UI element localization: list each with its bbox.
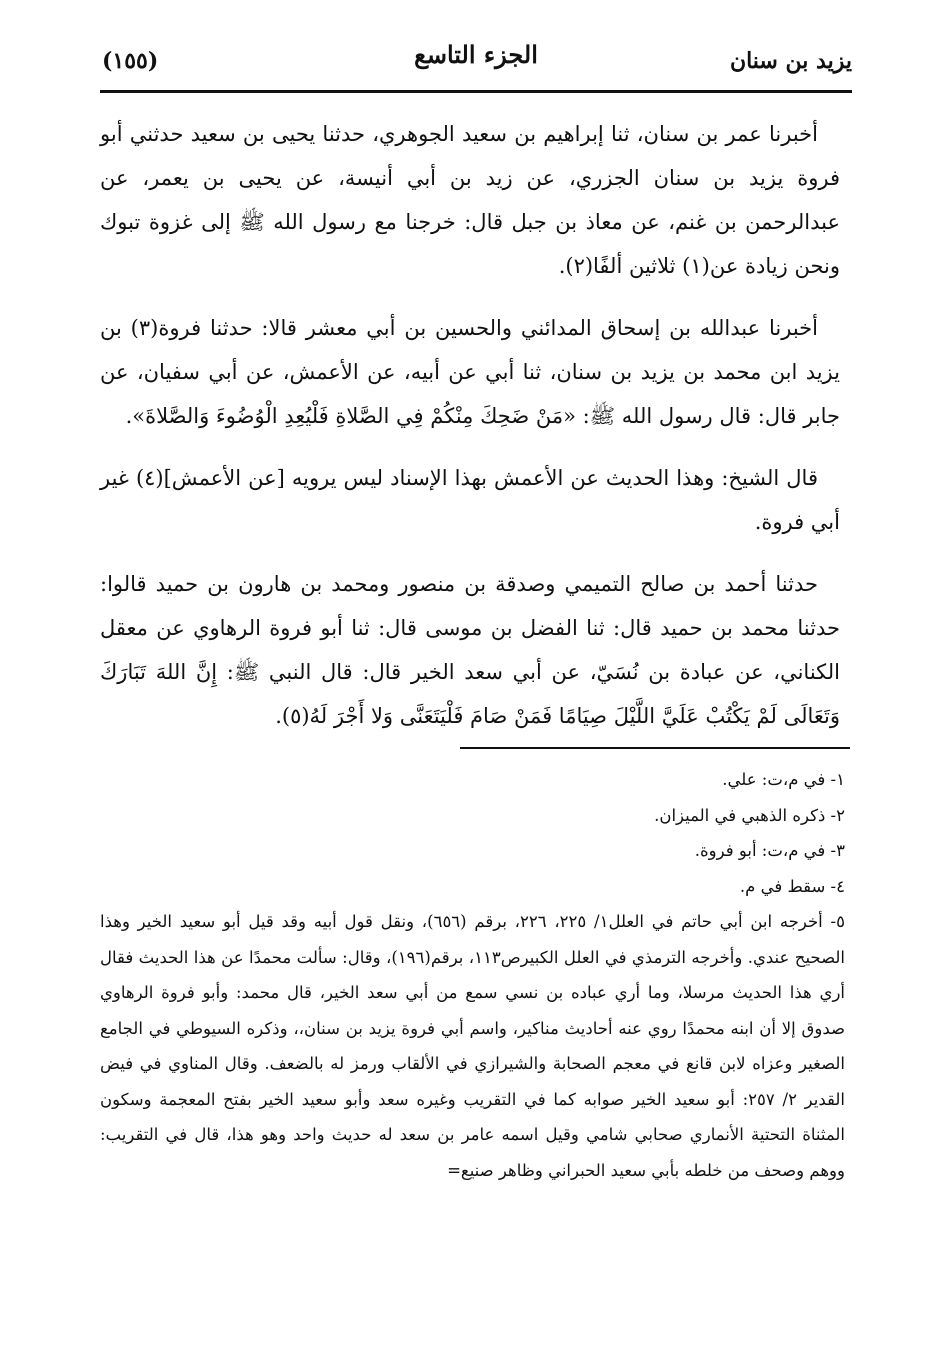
part-title: الجزء التاسع	[414, 40, 538, 69]
page-number: (١٥٥)	[102, 48, 159, 74]
book-title: يزيد بن سنان	[729, 48, 852, 74]
footnote-3: ٣- في م،ت: أبو فروة.	[694, 841, 845, 860]
header-rule	[100, 90, 852, 93]
paragraph-1: أخبرنا عمر بن سنان، ثنا إبراهيم بن سعيد الجوهري، حدثنا يحيى بن سعيد حدثني أبو فروة يزيد بن سنان الجزري، عن زيد بن أبي أنيسة، عن يحيى بن يعمر، عن عبدالرحمن بن غنم، عن معاذ بن جبل قال: خرجنا مع رسول الله ﷺ إلى غزوة تبوك ونحن زيادة عن(١) ثلاثين ألفًا(٢).	[100, 122, 840, 278]
paragraph-3: قال الشيخ: وهذا الحديث عن الأعمش بهذا الإسناد ليس يرويه [عن الأعمش](٤) غير أبي فروة.	[100, 466, 840, 534]
paragraph-2: أخبرنا عبدالله بن إسحاق المدائني والحسين بن أبي معشر قالا: حدثنا فروة(٣) بن يزيد ابن محمد بن يزيد بن سنان، ثنا أبي عن أبيه، عن الأعمش، عن أبي سفيان، عن جابر قال: قال رسول الله ﷺ: «مَنْ ضَحِكَ مِنْكُمْ فِي الصَّلاةِ فَلْيُعِدِ الْوُضُوءَ وَالصَّلاةَ».	[100, 316, 840, 428]
main-text	[100, 112, 840, 756]
footnote-2: ٢- ذكره الذهبي في الميزان.	[654, 805, 845, 825]
footnote-rule	[460, 747, 850, 749]
footnote-1: ١- في م،ت: علي.	[722, 770, 845, 789]
page-header	[100, 38, 852, 88]
footnote-5: ٥- أخرجه ابن أبي حاتم في العلل١/ ٢٢٥، ٢٢٦، برقم (٦٥٦)، ونقل قول أبيه وقد قيل أبو سعيد الخير وهذا الصحيح عندي. وأخرجه الترمذي في العلل الكبيرص١١٣، برقم(١٩٦)، وقال: سألت محمدًا عن هذا الحديث فقال أري هذا الحديث مرسلا، وما أري عباده بن نسي سمع من أبي سعد الخير، قال محمد: وأبو فروة الرهاوي صدوق إلا أن ابنه محمدًا روي عنه أحاديث مناكير، واسم أبي فروة يزيد بن سنان،، وذكره السيوطي في الجامع الصغير وعزاه لابن قانع في معجم الصحابة والشيرازي في الألقاب ورمز له بالضعف. وقال المناوي في فيض القدير ٢/ ٢٥٧: أبو سعيد الخير صوابه كما في التقريب وغيره سعد وأبو سعيد الخير بفتح المعجمة وسكون المثناة التحتية الأنماري صحابي شامي وقيل اسمه عامر بن سعد له حديث واحد وهو هذا، قال في التقريب: ووهم وصحف من خلطه بأبي سعيد الحبراني وظاهر صنيع=	[100, 912, 845, 1180]
footnotes	[100, 762, 845, 1188]
footnote-4: ٤- سقط في م.	[739, 876, 845, 896]
paragraph-4: حدثنا أحمد بن صالح التميمي وصدقة بن منصور ومحمد بن هارون بن حميد قالوا: حدثنا محمد بن حميد قال: ثنا الفضل بن موسى قال: ثنا أبو فروة الرهاوي عن معقل الكناني، عن عبادة بن نُسَيّ، عن أبي سعد الخير قال: قال النبي ﷺ: إِنَّ اللهَ تَبَارَكَ وَتَعَالَى لَمْ يَكْتُبْ عَلَيَّ اللَّيْلَ صِيَامًا فَمَنْ صَامَ فَلْيَتَعَنَّى وَلا أَجْرَ لَهُ(٥).	[100, 572, 840, 728]
